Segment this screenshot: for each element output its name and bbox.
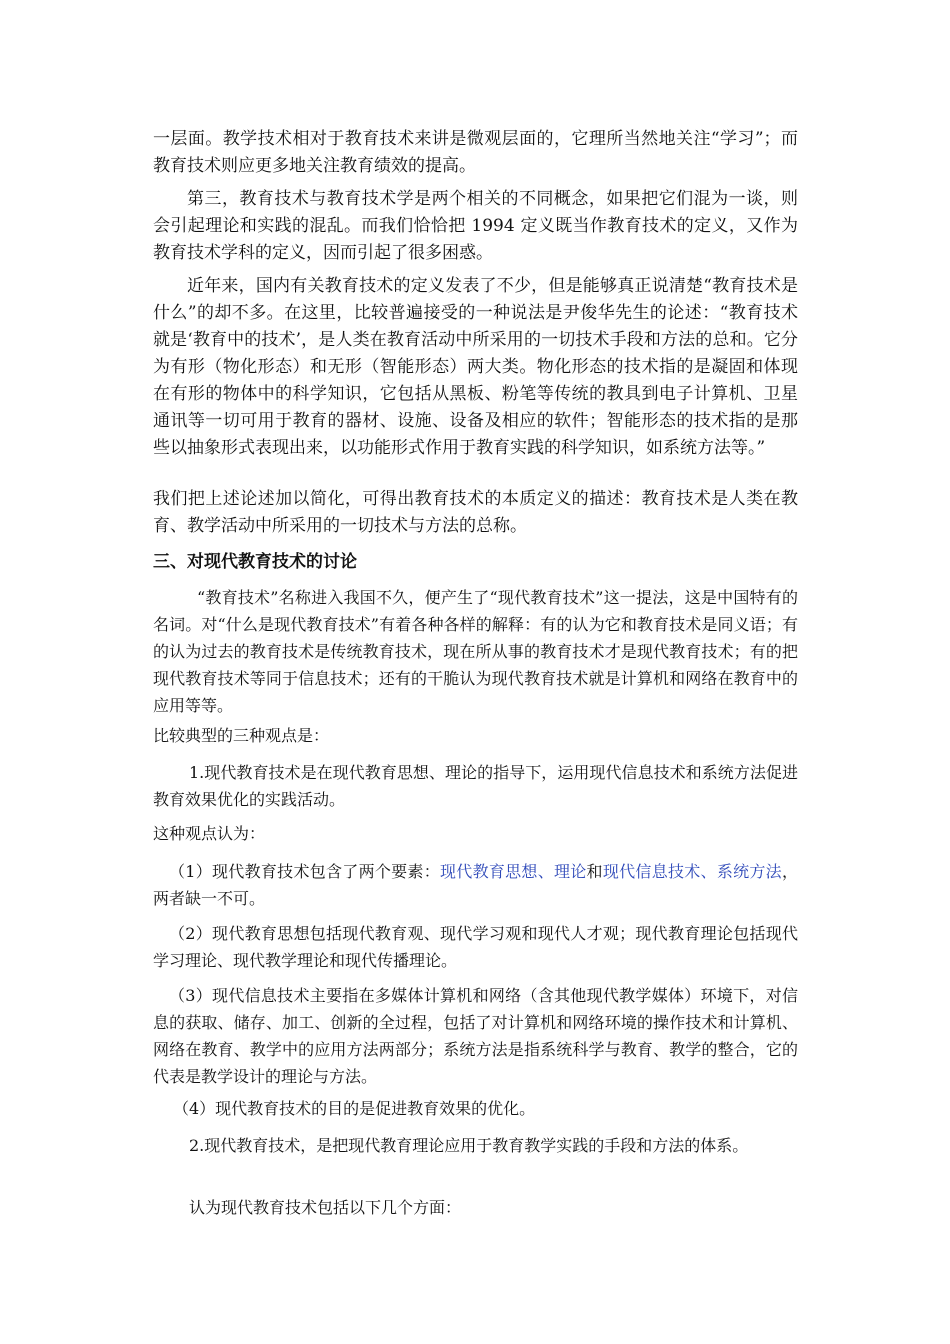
- paragraph-2: 第三，教育技术与教育技术学是两个相关的不同概念，如果把它们混为一谈，则会引起理论和实践的混乱。而我们恰恰把 1994 定义既当作教育技术的定义，又作为教育技术学科的定义，因而引起了很多困惑。: [153, 189, 798, 263]
- paragraph-5: “教育技术”名称进入我国不久，便产生了“现代教育技术”这一提法，这是中国特有的名词。对“什么是现代教育技术”有着各种各样的解释：有的认为它和教育技术是同义语；有的认为过去的教育技术是传统教育技术，现在所从事的教育技术才是现代教育技术；有的把现代教育技术等同于信息技术；还有的干脆认为现代教育技术就是计算机和网络在教育中的应用等等。: [153, 588, 798, 715]
- paragraph-1: 一层面。教学技术相对于教育技术来讲是微观层面的，它理所当然地关注“学习”；而教育技术则应更多地关注教育绩效的提高。: [153, 129, 798, 176]
- paragraph-12: （4）现代教育技术的目的是促进教育效果的优化。: [173, 1099, 536, 1118]
- paragraph-14: 认为现代教育技术包括以下几个方面：: [189, 1198, 462, 1217]
- paragraph-3: 近年来，国内有关教育技术的定义发表了不少，但是能够真正说清楚“教育技术是什么”的却不多。在这里，比较普遍接受的一种说法是尹俊华先生的论述：“教育技术就是‘教育中的技术’，是人类在教育活动中所采用的一切技术手段和方法的总和。它分为有形（物化形态）和无形（智能形态）两大类。物化形态的技术指的是凝固和体现在有形的物体中的科学知识，它包括从黑板、粉笔等传统的教具到电子计算机、卫星通讯等一切可用于教育的器材、设施、设备及相应的软件；智能形态的技术指的是那些以抽象形式表现出来，以功能形式作用于教育实践的科学知识，如系统方法等。”: [153, 276, 798, 458]
- paragraph-9: [153, 858, 798, 912]
- paragraph-11: （3）现代信息技术主要指在多媒体计算机和网络（含其他现代教学媒体）环境下，对信息的获取、储存、加工、创新的全过程，包括了对计算机和网络环境的操作技术和计算机、网络在教育、教学中的应用方法两部分；系统方法是指系统科学与教育、教学的整合，它的代表是教学设计的理论与方法。: [153, 986, 798, 1086]
- paragraph-9-prefix: （1）现代教育技术包含了两个要素：: [169, 862, 440, 881]
- paragraph-4: 我们把上述论述加以简化，可得出教育技术的本质定义的描述：教育技术是人类在教育、教学活动中所采用的一切技术与方法的总称。: [153, 489, 798, 536]
- paragraph-9-suffix: ，两者缺一不可。: [153, 862, 798, 908]
- paragraph-10: （2）现代教育思想包括现代教育观、现代学习观和现代人才观；现代教育理论包括现代学习理论、现代教学理论和现代传播理论。: [153, 924, 798, 970]
- paragraph-7: 1.现代教育技术是在现代教育思想、理论的指导下，运用现代信息技术和系统方法促进教育效果优化的实践活动。: [153, 763, 798, 809]
- paragraph-6: 比较典型的三种观点是：: [153, 726, 330, 745]
- modern-info-tech-link[interactable]: 现代信息技术、系统方法: [602, 862, 782, 881]
- modern-education-thought-link[interactable]: 现代教育思想、理论: [440, 862, 587, 881]
- paragraph-8: 这种观点认为：: [153, 824, 266, 843]
- paragraph-9-and: 和: [586, 862, 603, 881]
- paragraph-13: 2.现代教育技术，是把现代教育理论应用于教育教学实践的手段和方法的体系。: [189, 1136, 749, 1155]
- section-heading-3: 三、对现代教育技术的讨论: [153, 552, 357, 572]
